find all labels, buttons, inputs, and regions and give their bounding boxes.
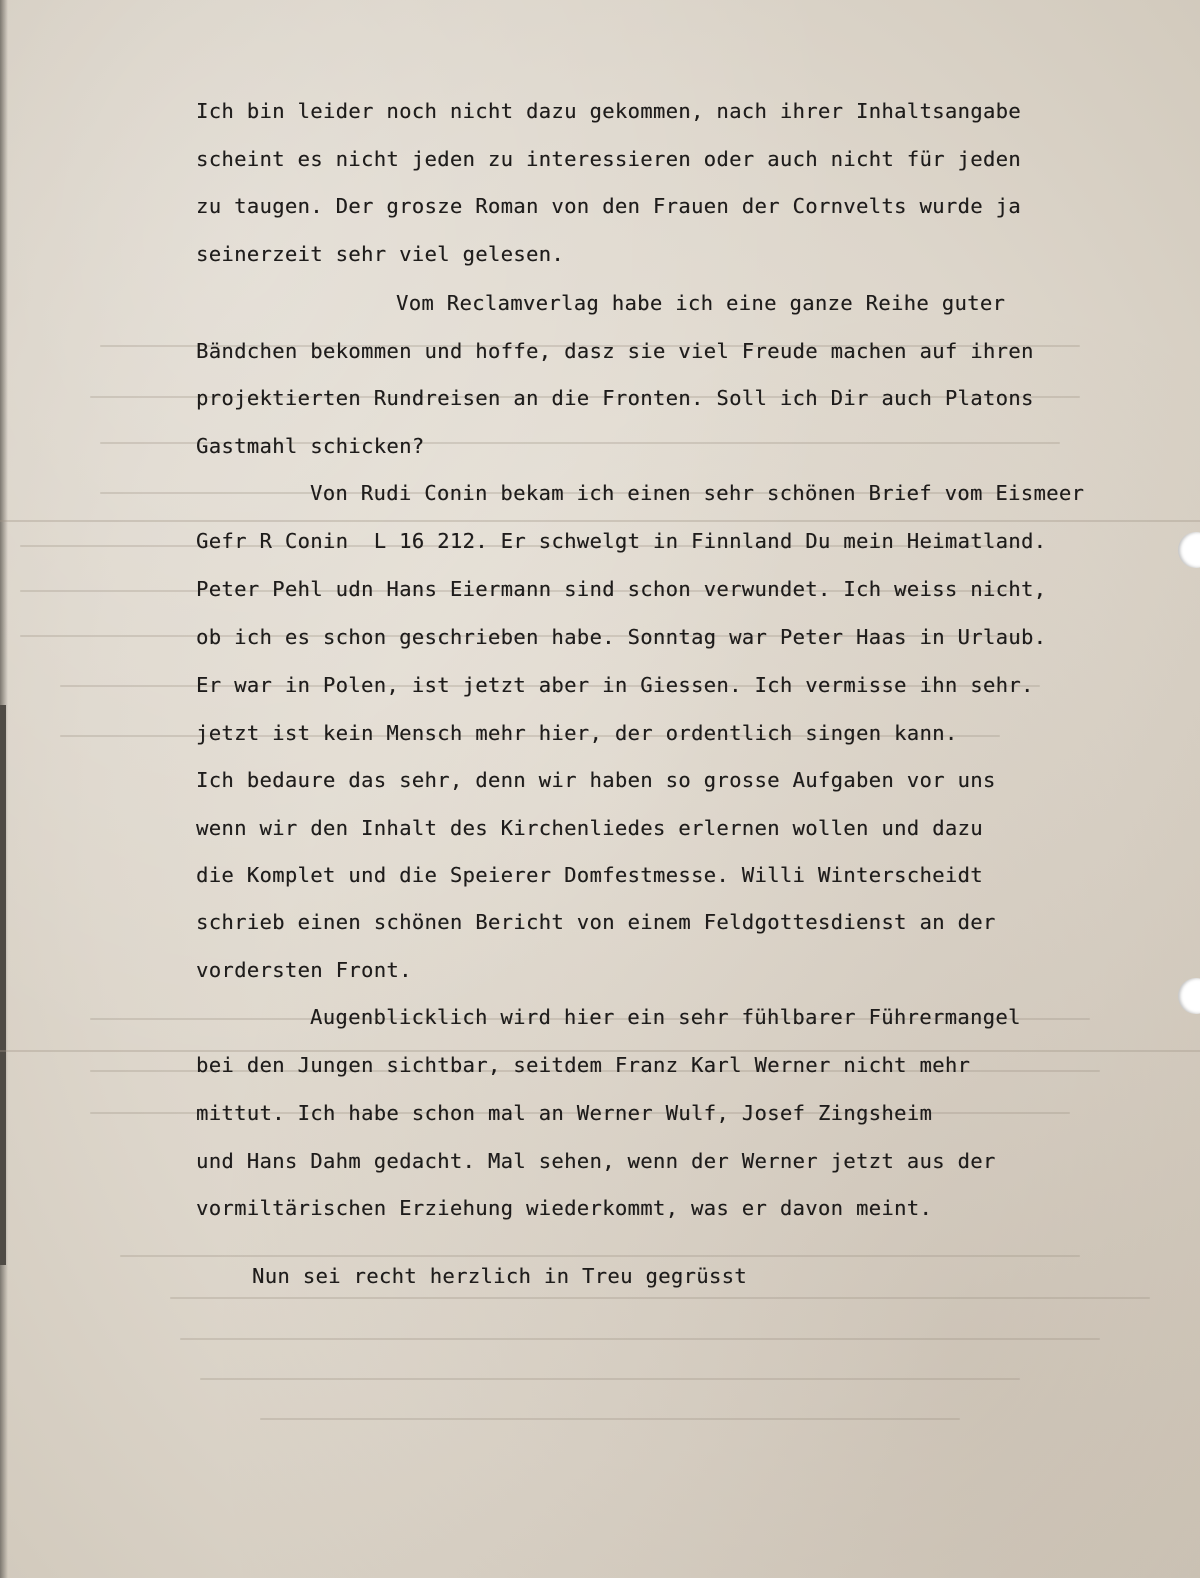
letter-line: vordersten Front. (196, 958, 412, 982)
letter-closing: Nun sei recht herzlich in Treu gegrüsst (252, 1264, 747, 1288)
letter-line: Er war in Polen, ist jetzt aber in Giessen. Ich vermisse ihn sehr. (196, 673, 1034, 697)
letter-line: Peter Pehl udn Hans Eiermann sind schon verwundet. Ich weiss nicht, (196, 577, 1047, 601)
letter-line: projektierten Rundreisen an die Fronten. Soll ich Dir auch Platons (196, 386, 1034, 410)
letter-line: zu taugen. Der grosze Roman von den Frauen der Cornvelts wurde ja (196, 194, 1021, 218)
letter-line: mittut. Ich habe schon mal an Werner Wulf, Josef Zingsheim (196, 1101, 933, 1125)
letter-line: Ich bedaure das sehr, denn wir haben so grosse Aufgaben vor uns (196, 768, 996, 792)
letter-line: Augenblicklich wird hier ein sehr fühlbarer Führermangel (310, 1005, 1021, 1029)
letter-line: ob ich es schon geschrieben habe. Sonntag war Peter Haas in Urlaub. (196, 625, 1047, 649)
letter-line: wenn wir den Inhalt des Kirchenliedes erlernen wollen und dazu (196, 816, 983, 840)
letter-line: Bändchen bekommen und hoffe, dasz sie viel Freude machen auf ihren (196, 339, 1034, 363)
letter-line: bei den Jungen sichtbar, seitdem Franz Karl Werner nicht mehr (196, 1053, 971, 1077)
letter-line: die Komplet und die Speierer Domfestmesse. Willi Winterscheidt (196, 863, 983, 887)
letter-line: vormiltärischen Erziehung wiederkommt, was er davon meint. (196, 1196, 933, 1220)
letter-line: Vom Reclamverlag habe ich eine ganze Reihe guter (396, 291, 1006, 315)
letter-line: Gastmahl schicken? (196, 434, 425, 458)
letter-line: scheint es nicht jeden zu interessieren oder auch nicht für jeden (196, 147, 1021, 171)
letter-line: jetzt ist kein Mensch mehr hier, der ordentlich singen kann. (196, 721, 958, 745)
letter-line: seinerzeit sehr viel gelesen. (196, 242, 565, 266)
letter-line: und Hans Dahm gedacht. Mal sehen, wenn der Werner jetzt aus der (196, 1149, 996, 1173)
letter-line: Von Rudi Conin bekam ich einen sehr schönen Brief vom Eismeer (310, 481, 1085, 505)
letter-line: schrieb einen schönen Bericht von einem Feldgottesdienst an der (196, 910, 996, 934)
letter-line: Gefr R Conin L 16 212. Er schwelgt in Finnland Du mein Heimatland. (196, 529, 1047, 553)
letter-line: Ich bin leider noch nicht dazu gekommen, nach ihrer Inhaltsangabe (196, 99, 1021, 123)
